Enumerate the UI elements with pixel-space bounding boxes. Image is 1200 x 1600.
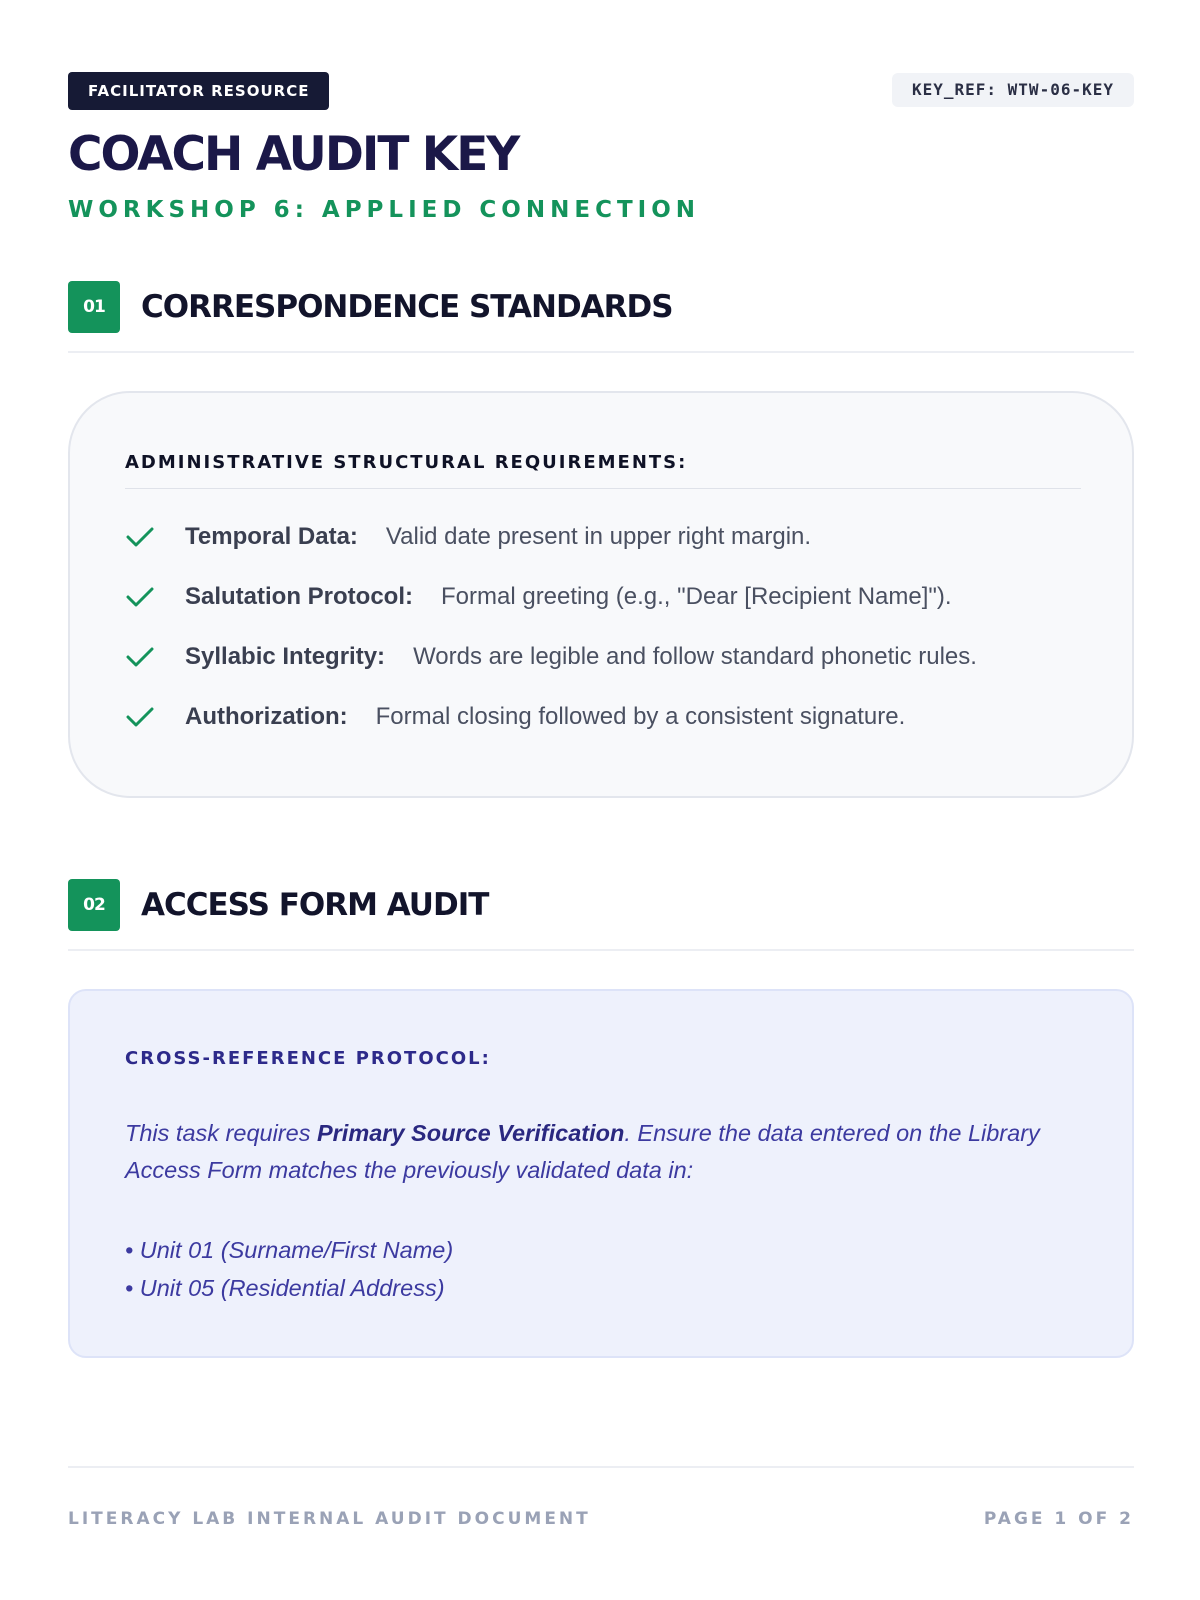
requirement-name: Authorization:: [185, 703, 348, 730]
requirement-item: [125, 521, 1085, 581]
section-number-badge: 02: [68, 879, 120, 931]
requirement-name: Temporal Data:: [185, 523, 358, 550]
facilitator-resource-tag: FACILITATOR RESOURCE: [68, 72, 329, 110]
section-title: ACCESS FORM AUDIT: [141, 887, 489, 923]
protocol-text-emphasis: Primary Source Verification: [316, 1120, 625, 1146]
requirement-item: [125, 701, 1085, 761]
structural-requirements-card: [68, 391, 1134, 798]
unit-reference-item: • Unit 01 (Surname/First Name): [125, 1237, 454, 1263]
requirement-description: Valid date present in upper right margin.: [385, 523, 812, 550]
protocol-text-post: . Ensure the data entered on the Library Access Form matches the previously validated data in:: [125, 1120, 1040, 1183]
check-icon: [125, 525, 155, 549]
section-header-access-form: [68, 879, 1134, 951]
protocol-text: [125, 1115, 1085, 1189]
card-label: ADMINISTRATIVE STRUCTURAL REQUIREMENTS:: [125, 452, 688, 473]
check-icon: [125, 705, 155, 729]
header-top-row: [68, 72, 1134, 110]
footer-page-number: PAGE 1 OF 2: [983, 1509, 1134, 1529]
cross-reference-card: [68, 989, 1134, 1358]
section-title: CORRESPONDENCE STANDARDS: [141, 289, 673, 325]
page-subtitle: WORKSHOP 6: APPLIED CONNECTION: [68, 197, 701, 223]
unit-reference-list: [125, 1231, 1085, 1307]
requirement-item: [125, 641, 1085, 701]
card-divider: [125, 488, 1081, 489]
requirement-name: Salutation Protocol:: [185, 583, 413, 610]
section-header-correspondence: [68, 281, 1134, 353]
requirement-name: Syllabic Integrity:: [185, 643, 386, 670]
section-number-badge: 01: [68, 281, 120, 333]
card-label: CROSS-REFERENCE PROTOCOL:: [125, 1048, 491, 1069]
unit-reference-item: • Unit 05 (Residential Address): [125, 1275, 445, 1301]
key-ref-badge: KEY_REF: WTW-06-KEY: [892, 73, 1134, 107]
requirement-description: Words are legible and follow standard phonetic rules.: [413, 643, 977, 670]
requirement-description: Formal greeting (e.g., "Dear [Recipient Name]").: [441, 583, 952, 610]
check-icon: [125, 585, 155, 609]
check-icon: [125, 645, 155, 669]
protocol-text-pre: This task requires: [125, 1120, 317, 1146]
footer-document-label: LITERACY LAB INTERNAL AUDIT DOCUMENT: [68, 1509, 591, 1529]
page-title: COACH AUDIT KEY: [68, 127, 519, 182]
footer-divider: [68, 1466, 1134, 1468]
requirements-list: [125, 521, 1085, 761]
audit-key-page: [68, 0, 1134, 1600]
requirement-description: Formal closing followed by a consistent signature.: [375, 703, 906, 730]
requirement-item: [125, 581, 1085, 641]
